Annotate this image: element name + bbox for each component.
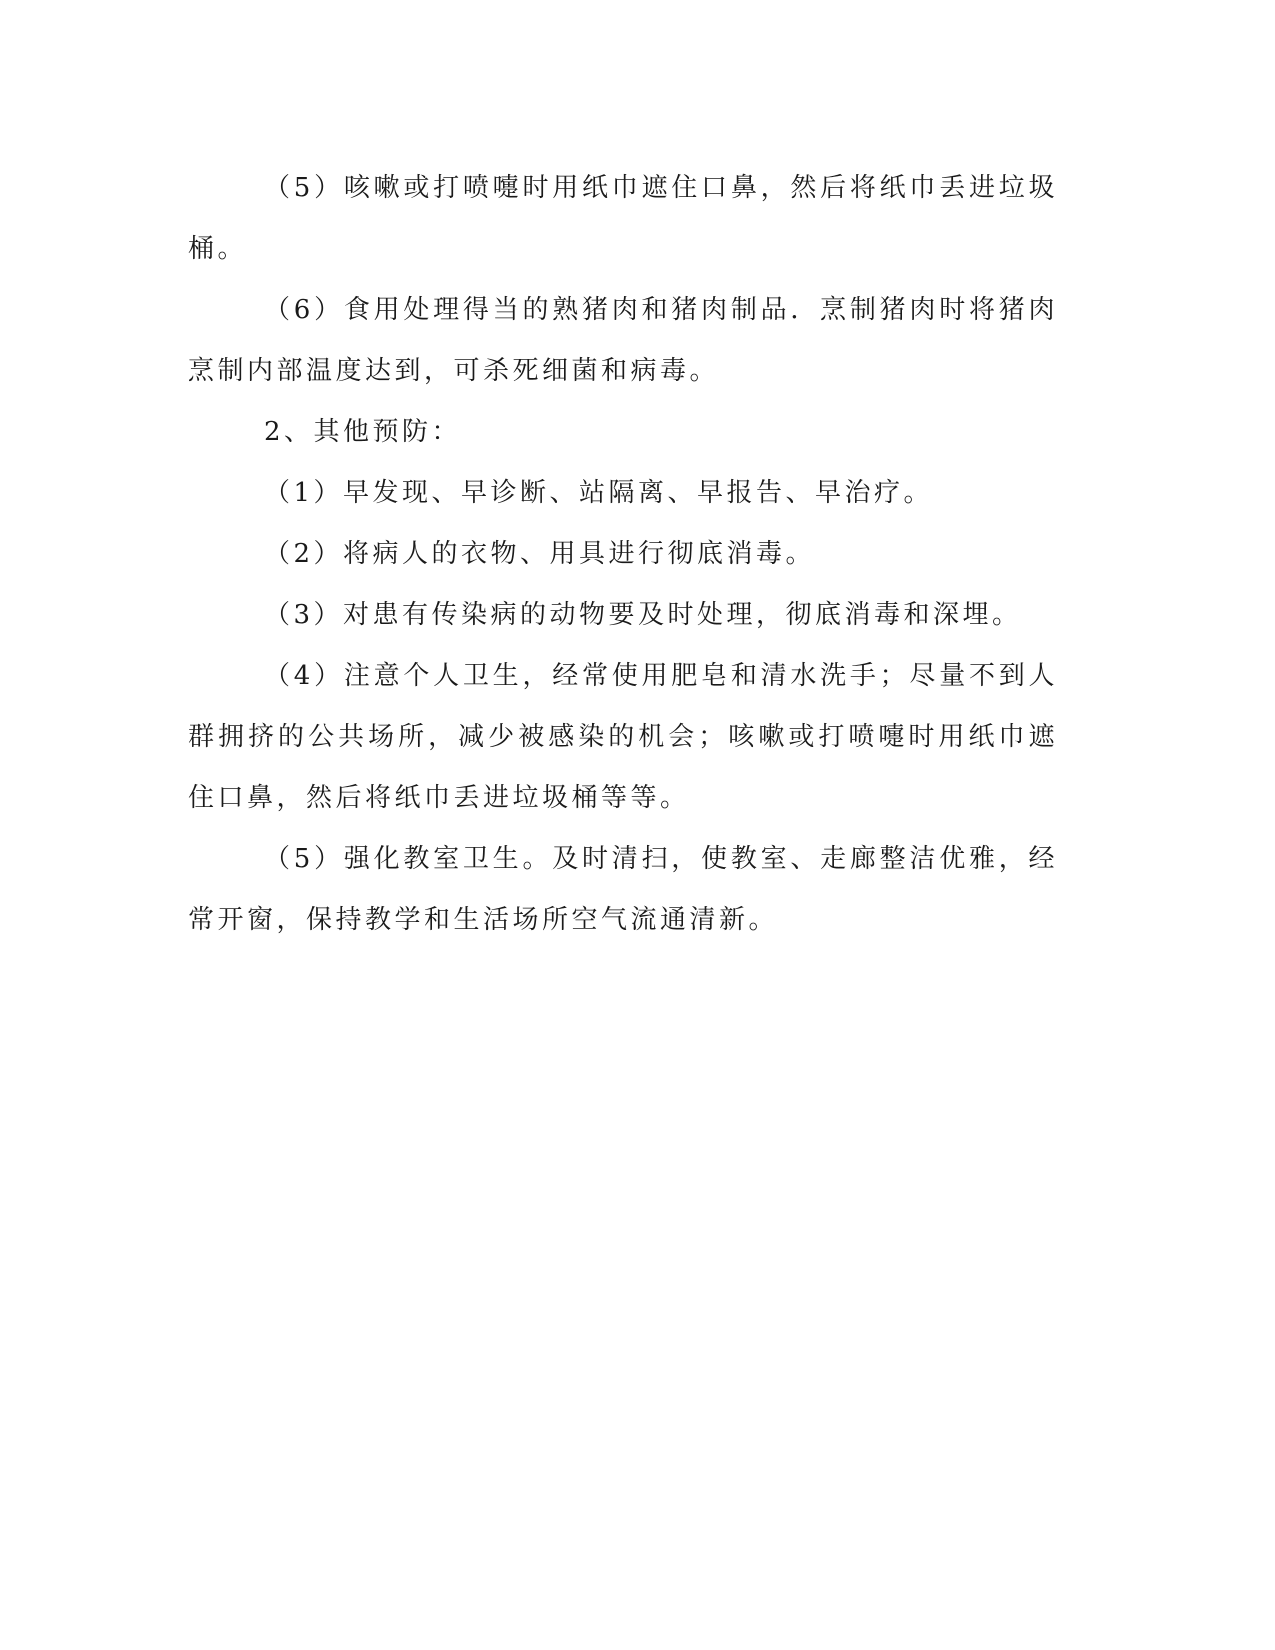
paragraph-item-5-classroom: （5）强化教室卫生。及时清扫，使教室、走廊整洁优雅，经常开窗，保持教学和生活场所空气流通清新。	[188, 844, 1058, 935]
paragraph-item-2-disinfect: （2）将病人的衣物、用具进行彻底消毒。	[264, 539, 816, 569]
paragraph-item-6-pork: （6）食用处理得当的熟猪肉和猪肉制品．烹制猪肉时将猪肉烹制内部温度达到，可杀死细菌和病毒。	[188, 295, 1058, 386]
document-body	[188, 158, 1058, 951]
section-heading-other-prevention: 2、其他预防：	[264, 417, 462, 447]
paragraph-item-5-cough: （5）咳嗽或打喷嚏时用纸巾遮住口鼻，然后将纸巾丢进垃圾桶。	[188, 173, 1058, 264]
paragraph-item-4-hygiene: （4）注意个人卫生，经常使用肥皂和清水洗手；尽量不到人群拥挤的公共场所，减少被感染的机会；咳嗽或打喷嚏时用纸巾遮住口鼻，然后将纸巾丢进垃圾桶等等。	[188, 661, 1058, 813]
paragraph-item-3-animals: （3）对患有传染病的动物要及时处理，彻底消毒和深埋。	[264, 600, 1022, 630]
paragraph-item-1-early: （1）早发现、早诊断、站隔离、早报告、早治疗。	[264, 478, 934, 508]
